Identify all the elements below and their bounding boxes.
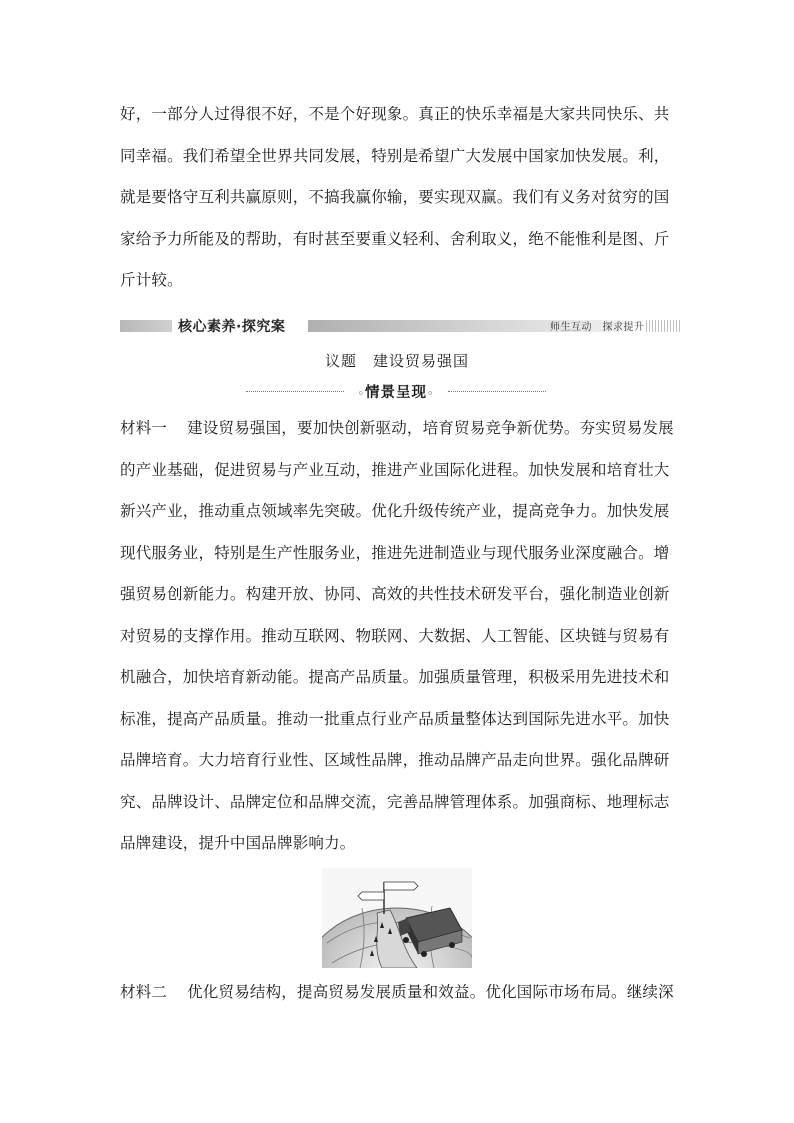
intro-line: 斤计较。 [120, 271, 183, 289]
material-line-text: 优化贸易结构，提高贸易发展质量和效益。优化国际市场布局。继续深 [187, 983, 674, 1001]
section-bar-stripes [646, 320, 680, 332]
circle-ornament-left: ◦ [357, 387, 365, 400]
material-line-text: 建设贸易强国，要加快创新驱动，培育贸易竞争新优势。夯实贸易发展 [187, 419, 674, 437]
material-line: 现代服务业，特别是生产性服务业，推进先进制造业与现代服务业深度融合。增 [120, 543, 670, 562]
material-line [120, 408, 680, 450]
section-title: 核心素养·探究案 [178, 319, 286, 335]
material-line: 究、品牌设计、品牌定位和品牌交流，完善品牌管理体系。加强商标、地理标志 [120, 792, 670, 811]
material-line: 机融合，加快培育新动能。提高产品质量。加强质量管理，积极采用先进技术和 [120, 668, 670, 686]
material-line: 强贸易创新能力。构建开放、协同、高效的共性技术研发平台，强化制造业创新 [120, 585, 670, 603]
material-line [120, 972, 680, 1014]
globe-trade-truck-illustration [322, 868, 472, 968]
scene-heading [246, 382, 546, 400]
material-line: 品牌建设，提升中国品牌影响力。 [120, 834, 356, 852]
material-line: 新兴产业，推动重点领域率先突破。优化升级传统产业，提高竞争力。加快发展 [120, 502, 670, 520]
material-one-paragraph [120, 408, 680, 865]
section-header-bar [120, 318, 680, 334]
topic-heading [0, 350, 794, 371]
intro-line: 家给予力所能及的帮助，有时甚至要重义轻利、舍利取义，绝不能惟利是图、斤 [120, 229, 670, 248]
section-right-label: 师生互动 探求提升 [550, 322, 645, 333]
intro-line: 就是要恪守互利共赢原则，不搞我赢你输，要实现双赢。我们有义务对贫穷的国 [120, 188, 670, 206]
dotted-divider-left [246, 391, 344, 392]
dotted-divider-right [448, 391, 546, 392]
topic-text: 建设贸易强国 [373, 352, 470, 370]
material-two-paragraph [120, 972, 680, 1014]
intro-paragraph [120, 94, 680, 302]
scene-title: 情景呈现 [365, 385, 427, 401]
topic-label: 议题 [324, 352, 357, 370]
scene-title-wrap [344, 381, 448, 402]
material-line: 品牌培育。大力培育行业性、区域性品牌，推动品牌产品走向世界。强化品牌研 [120, 751, 670, 769]
illustration-svg [322, 868, 472, 968]
material-two-label: 材料二 [120, 983, 168, 1001]
circle-ornament-right: ◦ [427, 387, 435, 400]
material-one-label: 材料一 [120, 419, 168, 437]
material-line: 标准，提高产品质量。推动一批重点行业产品质量整体达到国际先进水平。加快 [120, 709, 670, 728]
section-bar-left-block [120, 320, 172, 332]
intro-line: 好，一部分人过得很不好，不是个好现象。真正的快乐幸福是大家共同快乐、共 [120, 105, 670, 123]
material-line: 的产业基础，促进贸易与产业互动，推进产业国际化进程。加快发展和培育壮大 [120, 460, 670, 479]
intro-line: 同幸福。我们希望全世界共同发展，特别是希望广大发展中国家加快发展。利， [120, 146, 670, 165]
material-line: 对贸易的支撑作用。推动互联网、物联网、大数据、人工智能、区块链与贸易有 [120, 626, 670, 645]
